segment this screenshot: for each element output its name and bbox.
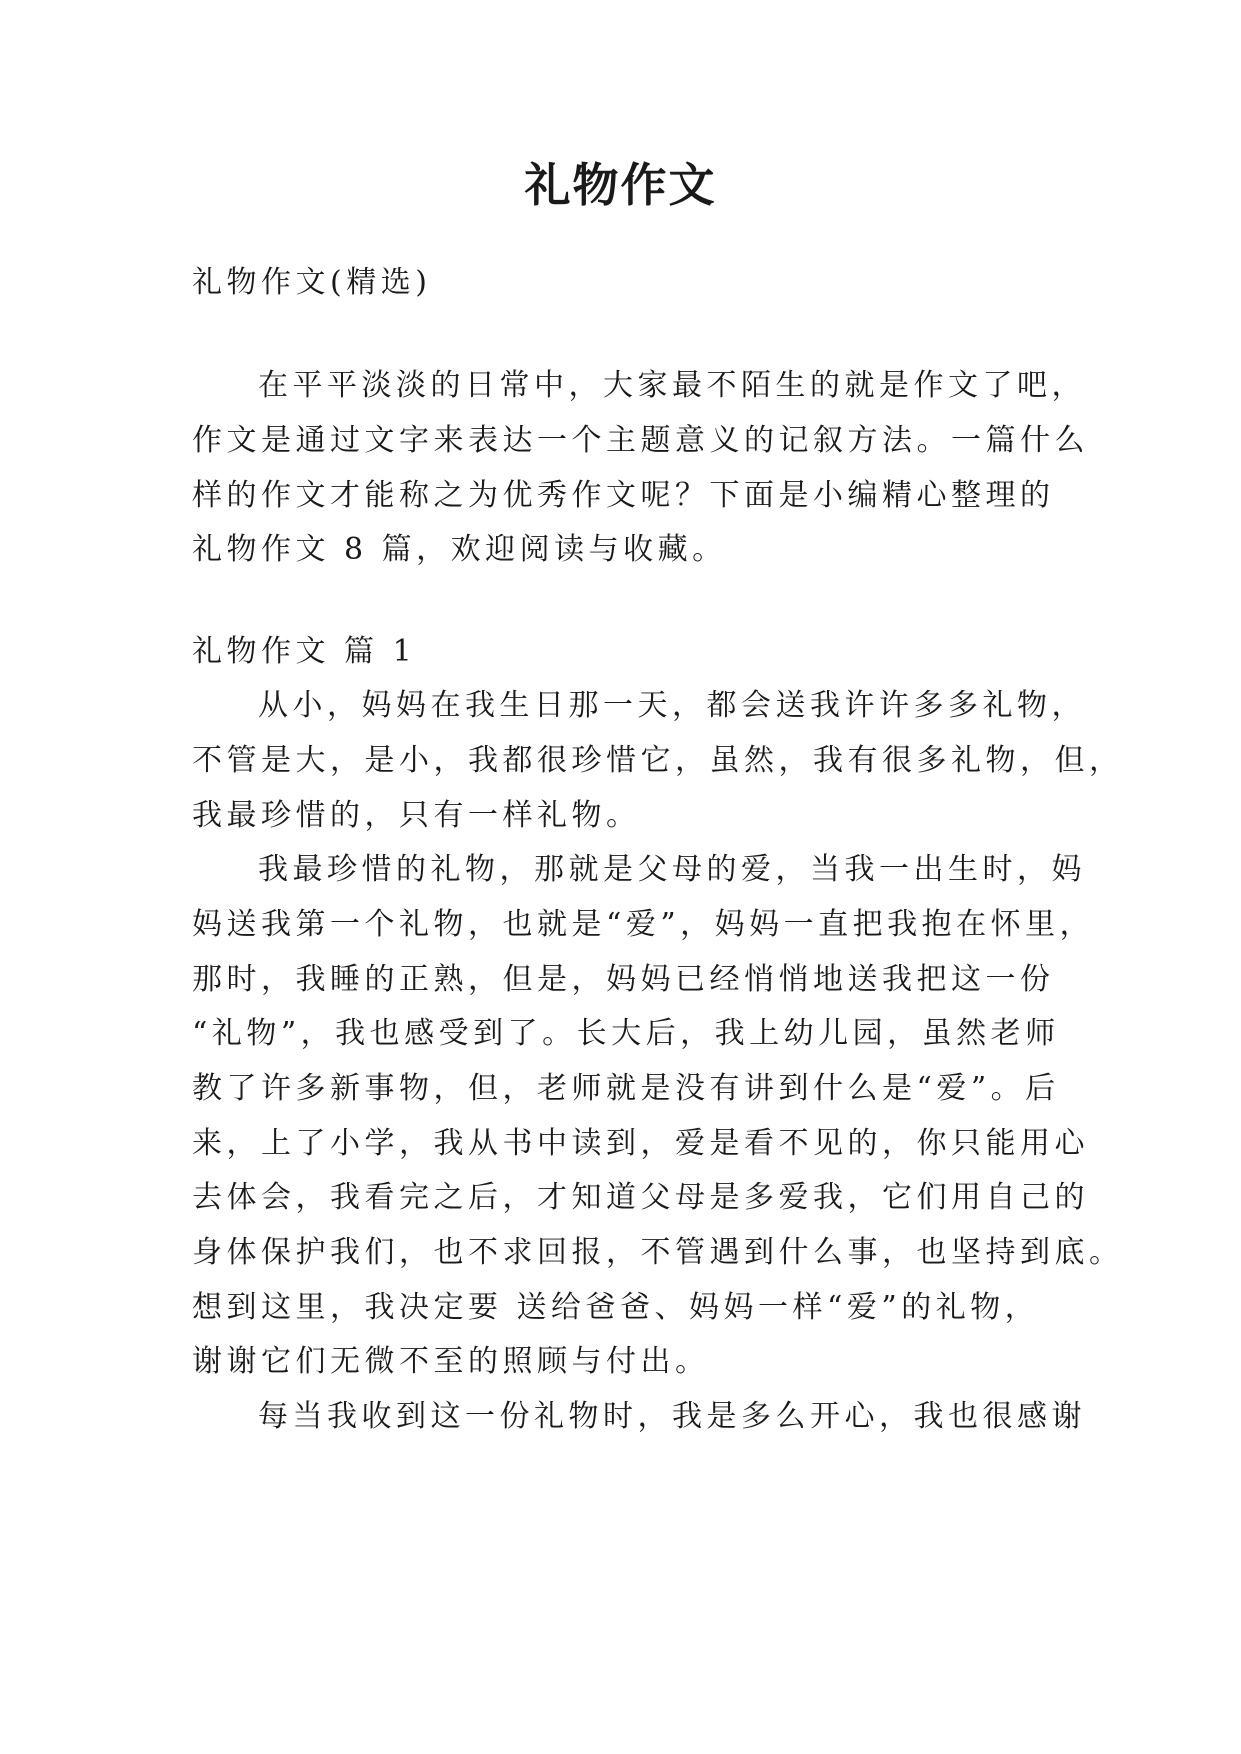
para2-line: 我最珍惜的礼物，那就是父母的爱，当我一出生时，妈 bbox=[258, 852, 1086, 887]
intro-line: 样的作文才能称之为优秀作文呢？下面是小编精心整理的 bbox=[192, 478, 1055, 513]
para1-line: 我最珍惜的，只有一样礼物。 bbox=[192, 798, 641, 833]
para3-line: 每当我收到这一份礼物时，我是多么开心，我也很感谢 bbox=[258, 1399, 1086, 1434]
intro-line: 作文是通过文字来表达一个主题意义的记叙方法。一篇什么 bbox=[192, 423, 1089, 458]
intro-line: 在平平淡淡的日常中，大家最不陌生的就是作文了吧， bbox=[258, 368, 1086, 403]
para2-line: “礼物”，我也感受到了。长大后，我上幼儿园，虽然老师 bbox=[192, 1016, 1060, 1051]
para2-line: 身体保护我们，也不求回报，不管遇到什么事，也坚持到底。 bbox=[192, 1235, 1124, 1270]
document-title: 礼物作文 bbox=[524, 158, 717, 212]
para2-line: 那时，我睡的正熟，但是，妈妈已经悄悄地送我把这一份 bbox=[192, 962, 1055, 997]
para1-line: 从小，妈妈在我生日那一天，都会送我许许多多礼物， bbox=[258, 688, 1086, 723]
para2-line: 来，上了小学，我从书中读到，爱是看不见的，你只能用心 bbox=[192, 1126, 1089, 1161]
para2-line: 想到这里，我决定要 送给爸爸、妈妈一样“爱”的礼物， bbox=[192, 1290, 1040, 1325]
para2-line: 教了许多新事物，但，老师就是没有讲到什么是“爱”。后 bbox=[192, 1071, 1060, 1106]
para2-line: 妈送我第一个礼物，也就是“爱”，妈妈一直把我抱在怀里， bbox=[192, 907, 1095, 942]
para2-line: 谢谢它们无微不至的照顾与付出。 bbox=[192, 1344, 710, 1379]
para1-line: 不管是大，是小，我都很珍惜它，虽然，我有很多礼物，但， bbox=[192, 743, 1124, 778]
document-subtitle: 礼物作文(精选) bbox=[192, 265, 432, 300]
para2-line: 去体会，我看完之后，才知道父母是多爱我，它们用自己的 bbox=[192, 1180, 1089, 1215]
section-heading: 礼物作文 篇 1 bbox=[192, 634, 417, 669]
intro-line: 礼物作文 8 篇，欢迎阅读与收藏。 bbox=[192, 532, 727, 567]
